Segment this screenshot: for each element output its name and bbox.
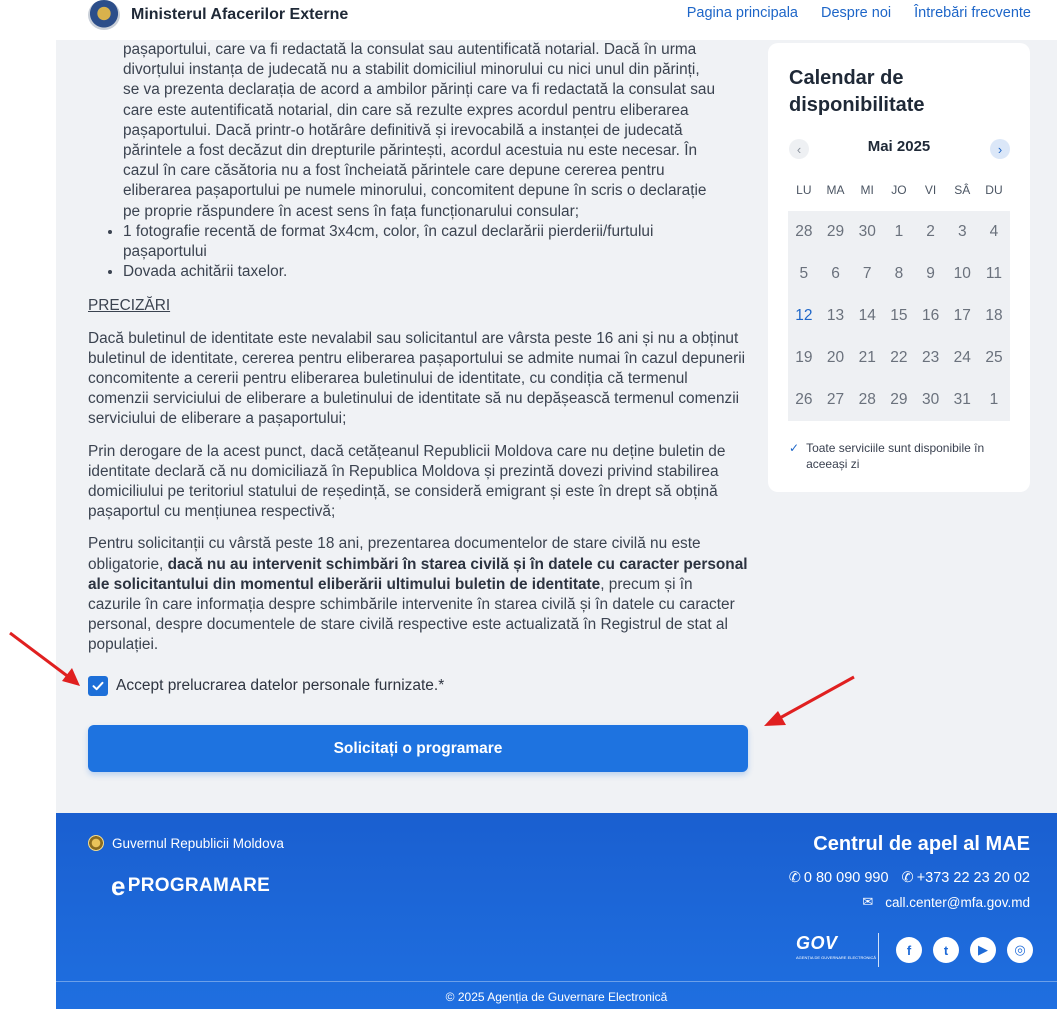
government-label: Guvernul Republicii Moldova xyxy=(112,835,284,851)
calendar-week-row xyxy=(788,211,1010,253)
phone-number: 0 80 090 990 xyxy=(803,870,889,886)
calendar-day[interactable]: 3 xyxy=(957,223,967,240)
weekday-label: SÂ xyxy=(954,183,971,197)
consent-checkbox[interactable] xyxy=(88,676,108,696)
text-line: cazul în care căsătoria nu a fost încheiată părintele care depune cererea pentru xyxy=(123,162,665,180)
nav-home-link[interactable]: Pagina principala xyxy=(686,5,798,21)
requirements-list xyxy=(88,222,748,283)
calendar-day[interactable]: 30 xyxy=(921,391,940,408)
call-center-phones xyxy=(789,870,1030,886)
phone-icon: ✆ xyxy=(788,870,801,886)
paragraph-text: , precum și în cazurile în care informația despre schimbările intervenite în starea civilă și în datele cu caracter personal, despre documentele de stare civilă respective este actualizată în Registrul de stat al populației. xyxy=(88,575,735,654)
continued-list-text xyxy=(88,40,748,222)
footer-divider xyxy=(878,933,879,967)
calendar-day[interactable]: 18 xyxy=(985,307,1003,324)
site-footer xyxy=(56,813,1057,1009)
government-link[interactable] xyxy=(88,835,284,851)
footer-rule xyxy=(56,981,1057,982)
text-line: pe proprie răspundere în acest sens în fața funcționarului consular; xyxy=(123,202,580,220)
brand[interactable] xyxy=(88,0,348,30)
consent-row xyxy=(88,676,444,696)
list-item: • Dovada achitării taxelor. xyxy=(123,262,748,282)
phone-icon: ✆ xyxy=(901,870,914,886)
top-nav xyxy=(687,5,1031,21)
calendar-day[interactable]: 4 xyxy=(989,223,999,240)
site-header xyxy=(0,0,1057,40)
instagram-icon[interactable]: ◎ xyxy=(1007,937,1033,963)
calendar-day[interactable]: 31 xyxy=(953,391,971,408)
weekday-label: MI xyxy=(860,183,874,197)
text-line: divorțului instanța de judecată nu a stabilit domiciliul minorului cu nici unul din părinți, xyxy=(123,61,700,79)
availability-calendar xyxy=(768,43,1030,492)
calendar-week-row xyxy=(788,253,1010,295)
calendar-day[interactable]: 28 xyxy=(795,223,813,240)
calendar-day[interactable]: 5 xyxy=(799,265,809,282)
paragraph-text: Pentru solicitanții cu vârstă peste 18 ani, prezentarea documentelor de stare civilă nu este obligatorie, xyxy=(88,535,701,573)
calendar-day[interactable]: 22 xyxy=(890,349,908,366)
calendar-day[interactable]: 20 xyxy=(826,349,845,366)
text-line: eliberarea pașaportului pe numele minorului, concomitent depune în scris o declarație xyxy=(123,182,707,200)
paragraph: Prin derogare de la acest punct, dacă cetățeanul Republicii Moldova care nu deține buletin de identitate declară că nu domiciliază în Republica Moldova și prezintă dovezi privind stabilirea domiciliului pe teritoriul statului de reședință, se consideră emigrant și este în drept să obțină pașaportul cu mențiunea respectivă; xyxy=(88,442,726,521)
calendar-day[interactable]: 30 xyxy=(858,223,876,240)
calendar-day[interactable]: 19 xyxy=(795,349,813,366)
calendar-day[interactable]: 9 xyxy=(926,265,935,282)
calendar-day[interactable]: 10 xyxy=(953,265,971,282)
calendar-title-line: Calendar de xyxy=(789,67,904,89)
calendar-day[interactable]: 29 xyxy=(826,223,845,240)
calendar-week-row xyxy=(788,379,1010,421)
calendar-note xyxy=(789,440,1014,472)
phone-number: +373 22 23 20 02 xyxy=(916,870,1030,886)
eprogramare-logo[interactable] xyxy=(111,871,271,901)
email-address: call.center@mfa.gov.md xyxy=(885,894,1030,910)
envelope-icon: ✉ xyxy=(862,894,874,909)
calendar-week-row xyxy=(788,295,1010,337)
government-seal-icon xyxy=(88,835,104,851)
checkmark-icon xyxy=(91,679,105,693)
text-line: părintele a fost decăzut din drepturile părintești, acordul acestuia nu este necesar. În xyxy=(123,142,698,160)
calendar-title-line: disponibilitate xyxy=(789,94,925,116)
site-title: Ministerul Afacerilor Externe xyxy=(131,6,349,23)
calendar-day[interactable]: 8 xyxy=(894,265,904,282)
nav-faq-link[interactable]: Întrebări frecvente xyxy=(914,5,1031,21)
annotation-arrow-button xyxy=(758,674,858,730)
coat-of-arms-logo xyxy=(88,0,120,30)
calendar-day[interactable]: 6 xyxy=(831,265,840,282)
text-line: pașaportului. Dacă printr-o hotărâre definitivă și irevocabilă a instanței de judecată xyxy=(123,121,683,139)
calendar-day[interactable]: 25 xyxy=(985,349,1003,366)
weekday-label: DU xyxy=(985,183,1003,197)
calendar-day[interactable]: 21 xyxy=(858,349,876,366)
call-center-title: Centrul de apel al MAE xyxy=(813,833,1030,855)
next-month-chevron-icon[interactable]: › xyxy=(990,139,1010,159)
paragraph: Dacă buletinul de identitate este nevalabil sau solicitantul are vârsta peste 16 ani și nu a obținut buletinul de identitate, cererea pentru eliberarea pașaportului se admite numai în cazul depunerii concomitente a cererii pentru eliberarea buletinului de identitate, cu condiția că termenul comenzii serviciului de eliberare a buletinului de identitate să nu depășească termenul comenzii serviciului de eliberare a pașaportului; xyxy=(88,329,746,428)
twitter-icon[interactable]: t xyxy=(933,937,959,963)
text-line: se va prezenta declarația de acord a ambilor părinți care va fi redactată la consulat sau xyxy=(123,81,716,99)
phone-link[interactable] xyxy=(902,870,1030,886)
calendar-day[interactable]: 23 xyxy=(921,349,940,366)
calendar-day[interactable]: 15 xyxy=(890,307,908,324)
email-link[interactable] xyxy=(862,894,1030,910)
text-line: care este autentificată notarial, din care să rezulte expres acordul pentru eliberarea xyxy=(123,101,689,119)
check-icon: ✓ xyxy=(789,441,800,455)
eprogramare-logo-text: PROGRAMARE xyxy=(127,875,271,896)
consent-label: Accept prelucrarea datelor personale furnizate.* xyxy=(116,677,445,694)
list-item: • 1 fotografie recentă de format 3x4cm, color, în cazul declarării pierderii/furtului pașaportului xyxy=(123,222,748,262)
prev-month-chevron-icon[interactable]: ‹ xyxy=(789,139,809,159)
calendar-day[interactable]: 26 xyxy=(795,391,813,408)
calendar-day[interactable]: 11 xyxy=(985,265,1003,282)
youtube-icon[interactable]: ▶ xyxy=(970,937,996,963)
copyright: © 2025 Agenția de Guvernare Electronică xyxy=(445,990,668,1004)
calendar-day[interactable]: 17 xyxy=(953,307,971,324)
agov-logo-subtitle: AGENȚIA DE GUVERNARE ELECTRONICĂ xyxy=(796,955,877,960)
nav-about-link[interactable]: Despre noi xyxy=(821,5,892,21)
facebook-icon[interactable]: f xyxy=(896,937,922,963)
weekday-label: LU xyxy=(796,183,812,197)
calendar-day[interactable]: 1 xyxy=(894,223,904,240)
calendar-day[interactable]: 1 xyxy=(989,391,999,408)
agov-logo[interactable] xyxy=(796,933,876,960)
weekday-label: VI xyxy=(924,183,937,197)
calendar-day[interactable]: 14 xyxy=(858,307,876,324)
weekday-label: MA xyxy=(826,183,845,197)
calendar-day[interactable]: 13 xyxy=(826,307,845,324)
weekday-header xyxy=(788,183,1010,197)
agov-logo-text: GOV xyxy=(796,933,838,953)
precizari-heading: PRECIZĂRI xyxy=(88,297,171,315)
social-links xyxy=(896,937,1033,963)
phone-link[interactable] xyxy=(789,870,889,886)
eprogramare-logo-mark: e xyxy=(111,871,126,901)
paragraph-bold-text: dacă nu au intervenit schimbări în starea civilă și în datele cu caracter personal ale solicitantului din momentul eliberării ultimului buletin de identitate xyxy=(88,555,748,593)
calendar-note-text: Toate serviciile sunt disponibile în aceeași zi xyxy=(806,441,985,471)
calendar-day[interactable]: 24 xyxy=(953,349,971,366)
calendar-days-grid xyxy=(788,211,1010,421)
calendar-title xyxy=(789,65,925,119)
calendar-day[interactable]: 16 xyxy=(921,307,940,324)
calendar-month: Mai 2025 xyxy=(867,138,931,155)
calendar-day[interactable]: 28 xyxy=(858,391,876,408)
paragraph xyxy=(88,534,748,655)
calendar-day[interactable]: 7 xyxy=(862,265,872,282)
calendar-day[interactable]: 27 xyxy=(826,391,845,408)
text-line: pașaportului, care va fi redactată la consulat sau autentificată notarial. Dacă în urma xyxy=(123,41,697,58)
calendar-day[interactable]: 29 xyxy=(890,391,908,408)
request-appointment-button[interactable]: Solicitați o programare xyxy=(88,725,748,772)
calendar-week-row xyxy=(788,337,1010,379)
calendar-day[interactable]: 12 xyxy=(795,307,813,324)
weekday-label: JO xyxy=(891,183,907,197)
annotation-arrow-checkbox xyxy=(6,630,86,690)
calendar-day[interactable]: 2 xyxy=(926,223,935,240)
requirements-text xyxy=(88,40,748,656)
